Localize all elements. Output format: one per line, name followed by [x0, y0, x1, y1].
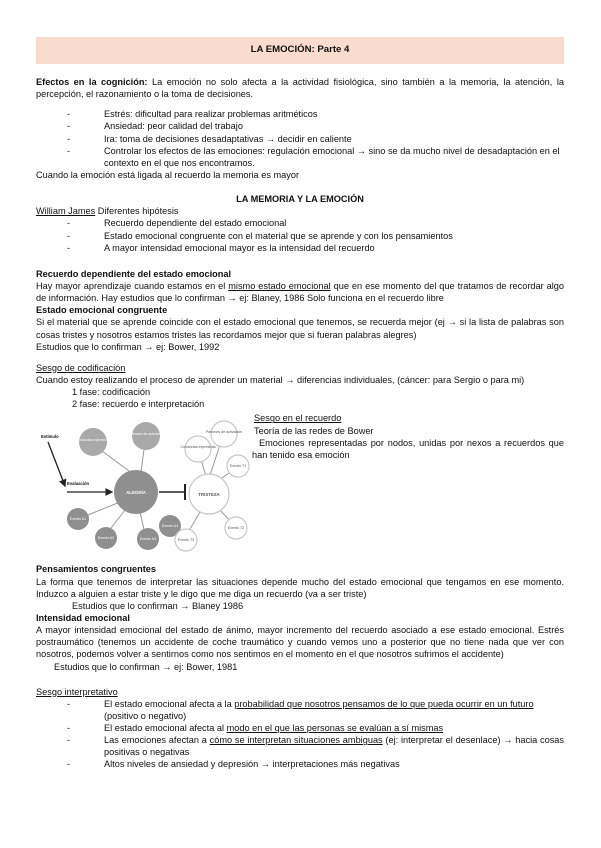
sesgo-recuerdo-block	[252, 412, 564, 461]
intensidad-heading: Intensidad emocional	[36, 612, 130, 623]
interp-item2-underlined: modo en el que las personas se evalúan a sí mismas	[226, 723, 444, 734]
recuerdo-text-after: que en ese momento del que tratamos de recordar algo de información. Hay estudios que lo confirman → ej: Blaney, 1986 Solo funciona en el recuerdo libre	[36, 280, 564, 304]
pensamientos-heading: Pensamientos congruentes	[36, 564, 156, 575]
list-item: - Estrés: dificultad para realizar problemas aritméticos	[36, 108, 564, 120]
intro-closing: Cuando la emoción está ligada al recuerdo la memoria es mayor	[36, 169, 300, 180]
codificacion-phase1: 1 fase: codificación	[72, 387, 151, 398]
codificacion-phase2: 2 fase: recuerdo e interpretación	[72, 399, 205, 410]
diagram-estimulo-label: Estímulo	[41, 434, 59, 440]
bower-network-section	[36, 412, 564, 557]
title-band	[36, 37, 564, 64]
list-item	[36, 698, 564, 722]
page-title: LA EMOCIÓN: Parte 4	[250, 44, 350, 56]
list-item: - Estado emocional congruente con el material que se aprende y con los pensamientos	[36, 230, 564, 242]
list-item	[36, 734, 564, 758]
diagram-patrones-left: Patrones de activación	[127, 432, 165, 437]
diagram-evento-t2: Evento T2	[227, 526, 245, 531]
recuerdo-paragraph	[36, 280, 564, 304]
pensamientos-paragraph: La forma que tenemos de interpretar las situaciones depende mucho del estado emocional que tengamos en ese momento. Induzco a alguien a estar triste y le digo que me diga un recuerdo (va a ser triste)	[36, 576, 564, 599]
diagram-evento-t3: Evento T3	[177, 538, 195, 543]
memoria-list	[36, 217, 564, 253]
intensidad-studies: Estudios que lo confirman → ej: Bower, 1981	[54, 661, 238, 672]
congruente-heading: Estado emocional congruente	[36, 305, 168, 316]
sesgo-recuerdo-line2: Emociones representadas por nodos, unidas por nexos a recuerdos que han tenido esa emoción	[252, 437, 564, 460]
list-item	[36, 722, 564, 734]
list-item: - A mayor intensidad emocional mayor es la intensidad del recuerdo	[36, 242, 564, 254]
recuerdo-text-underlined: mismo estado emocional	[228, 280, 331, 291]
list-item: - Ira: toma de decisiones desadaptativas → decidir en caliente	[36, 133, 564, 145]
memoria-author-line	[36, 205, 564, 217]
interp-item3-underlined: cómo se interpretan situaciones ambiguas	[209, 735, 383, 746]
sesgo-recuerdo-line1: Teoría de las redes de Bower	[254, 425, 374, 436]
intro-list	[36, 108, 564, 169]
diagram-evento-a3: Evento A3	[139, 537, 157, 542]
diagram-evento-a1: Evento A1	[69, 517, 87, 522]
intro-paragraph	[36, 76, 564, 100]
intensidad-paragraph: A mayor intensidad emocional del estado de ánimo, mayor incremento del recuerdo asociado a ese estado emocional. Estrés postraumático (tenemos un accidente de coche traumático y cuando vemos uno a posterior que no tiene nada que ver con nosotros, podemos volver a sentirnos como nos sentimos en el momento en el que nosotros sufrimos el accidente)	[36, 625, 564, 660]
memoria-heading: LA MEMORIA Y LA EMOCIÓN	[236, 194, 364, 205]
bower-network-diagram	[38, 412, 250, 552]
diagram-conductas-right: Conductas expresivas	[180, 445, 216, 450]
interpretativo-heading: Sesgo interpretativo	[36, 686, 118, 697]
congruente-studies: Estudios que lo confirman → ej: Bower, 1992	[36, 341, 220, 352]
codificacion-paragraph: Cuando estoy realizando el proceso de aprender un material → diferencias individuales, (cáncer: para Sergio o para mi)	[36, 374, 525, 385]
intro-text: La emoción no solo afecta a la actividad fisiológica, sino también a la memoria, la atención, la percepción, el razonamiento o la toma de decisiones.	[36, 77, 564, 100]
document-page	[36, 37, 564, 771]
diagram-evento-t1: Evento T1	[229, 464, 247, 469]
diagram-patrones-right: Patrones de activación	[205, 430, 243, 435]
memoria-author: William James	[36, 206, 96, 217]
list-item: - Controlar los efectos de las emociones: regulación emocional → sino se da mucho nivel de desadaptación en el contexto en el que nos encontramos.	[36, 145, 564, 169]
interp-item3-after: (ej: interpretar el desenlace) → hacia cosas positivas o negativas	[104, 735, 565, 758]
recuerdo-text-before: Hay mayor aprendizaje cuando estamos en el	[36, 280, 229, 291]
interpretativo-list	[36, 698, 564, 771]
pensamientos-studies: Estudios que lo confirman → Blaney 1986	[72, 600, 244, 611]
interp-item1-underlined: probabilidad que nosotros pensamos de lo que pueda ocurrir en un futuro	[234, 698, 534, 709]
diagram-conductas-left: Conductas expresivas	[75, 438, 111, 443]
recuerdo-heading: Recuerdo dependiente del estado emocional	[36, 268, 232, 279]
congruente-paragraph: Si el material que se aprende coincide con el estado emocional que tenemos, se recuerda mejor (ej → si la lista de palabras son cosas tristes y nosotros estamos tristes las recordamos mejor que si fueran palabras alegres)	[36, 317, 564, 340]
codificacion-heading: Sesgo de codificación	[36, 362, 126, 373]
list-item: - Ansiedad: peor calidad del trabajo	[36, 120, 564, 132]
interp-item2-before: El estado emocional afecta al	[104, 723, 227, 734]
memoria-author-after: Diferentes hipótesis	[95, 206, 179, 217]
diagram-alegria: ALEGRÍA	[126, 490, 146, 496]
interp-item3-before: Las emociones afectan a	[104, 735, 210, 746]
list-item: - Altos niveles de ansiedad y depresión → interpretaciones más negativas	[36, 758, 564, 770]
diagram-evento-a2: Evento A2	[97, 536, 115, 541]
interp-item1-after: (positivo o negativo)	[104, 710, 187, 721]
interp-item1-before: El estado emocional afecta a la	[104, 698, 235, 709]
diagram-evento-a4: Evento A4	[161, 524, 179, 529]
sesgo-recuerdo-heading: Sesgo en el recuerdo	[254, 413, 342, 424]
intro-lead: Efectos en la cognición:	[36, 77, 148, 87]
diagram-tristeza: TRISTEZA	[198, 492, 220, 498]
list-item: - Recuerdo dependiente del estado emocional	[36, 217, 564, 229]
diagram-evaluacion-label: Evaluación	[67, 481, 90, 487]
